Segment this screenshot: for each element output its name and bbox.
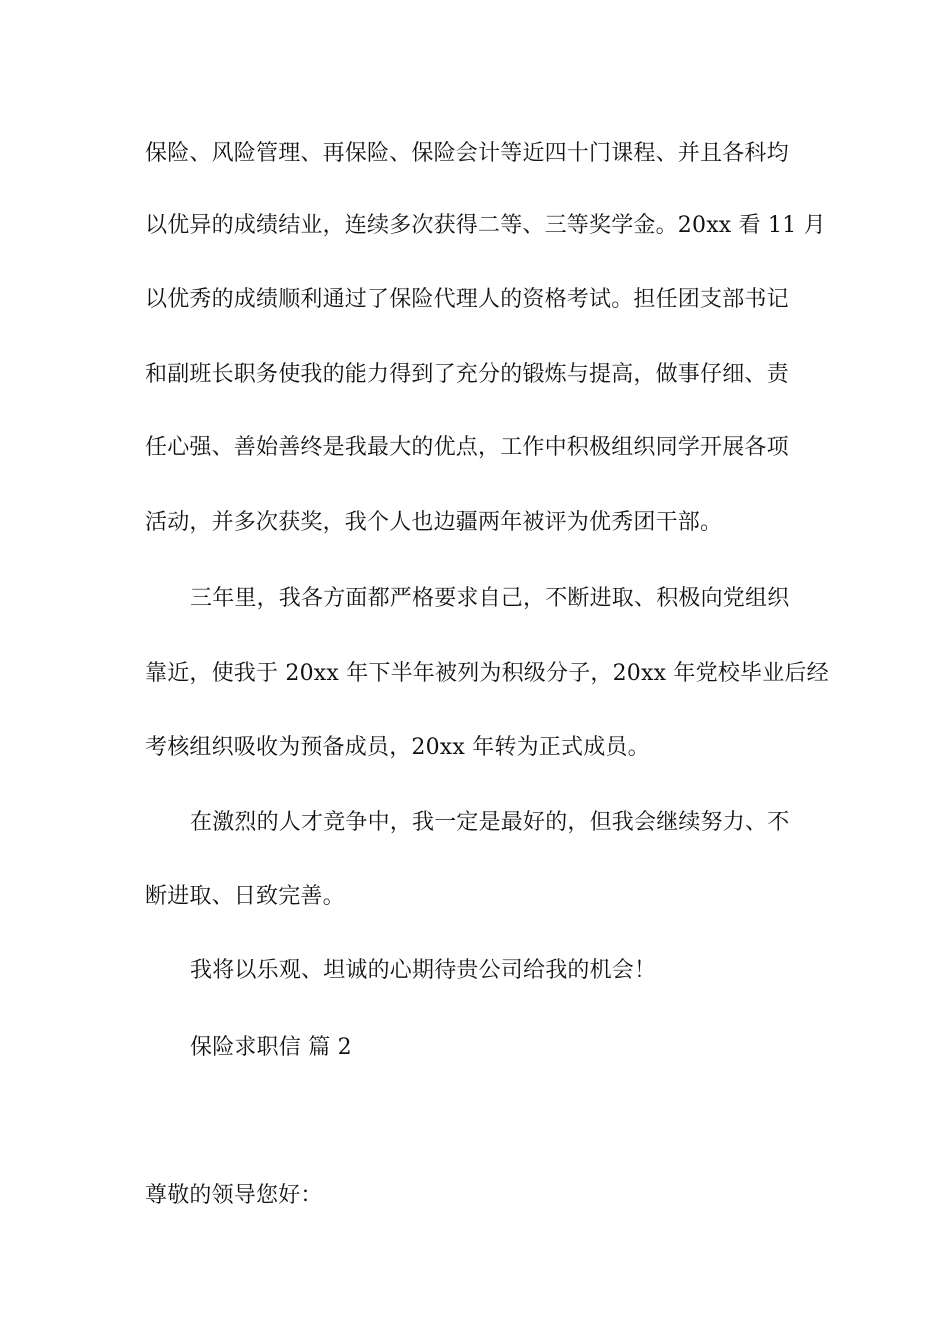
paragraph-line: 以优异的成绩结业，连续多次获得二等、三等奖学金。20xx 看 11 月 bbox=[145, 213, 826, 238]
paragraph-line: 以优秀的成绩顺利通过了保险代理人的资格考试。担任团支部书记 bbox=[145, 287, 789, 312]
paragraph-line: 任心强、善始善终是我最大的优点，工作中积极组织同学开展各项 bbox=[145, 435, 789, 460]
paragraph-line: 在激烈的人才竞争中，我一定是最好的，但我会继续努力、不 bbox=[190, 810, 790, 835]
paragraph-line: 和副班长职务使我的能力得到了充分的锻炼与提高，做事仔细、责 bbox=[145, 362, 789, 387]
paragraph-line: 保险、风险管理、再保险、保险会计等近四十门课程、并且各科均 bbox=[145, 141, 789, 166]
section-heading: 保险求职信 篇 2 bbox=[190, 1035, 352, 1060]
paragraph-line: 活动，并多次获奖，我个人也边疆两年被评为优秀团干部。 bbox=[145, 510, 723, 535]
paragraph-line: 三年里，我各方面都严格要求自己，不断进取、积极向党组织 bbox=[190, 586, 790, 611]
paragraph-line: 靠近，使我于 20xx 年下半年被列为积级分子，20xx 年党校毕业后经 bbox=[145, 661, 829, 686]
paragraph-line: 考核组织吸收为预备成员，20xx 年转为正式成员。 bbox=[145, 735, 650, 760]
paragraph-line: 我将以乐观、坦诚的心期待贵公司给我的机会！ bbox=[190, 958, 657, 983]
paragraph-line: 断进取、日致完善。 bbox=[145, 884, 345, 909]
salutation: 尊敬的领导您好： bbox=[145, 1183, 323, 1208]
